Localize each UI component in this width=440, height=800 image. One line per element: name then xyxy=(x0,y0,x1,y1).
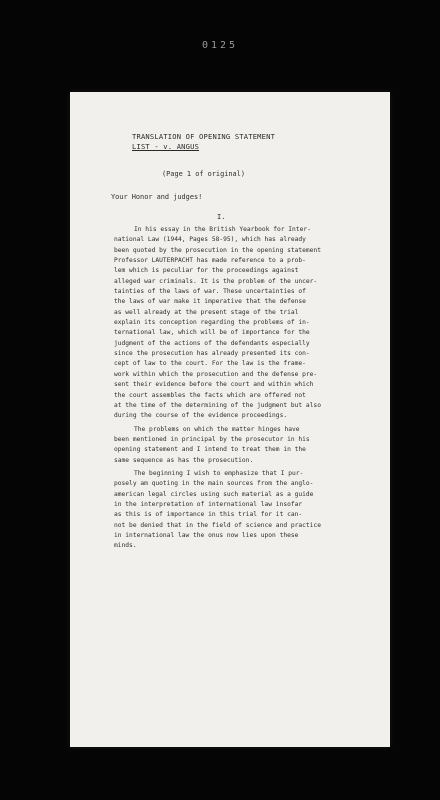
salutation: Your Honor and judges! xyxy=(111,193,203,201)
paragraph-line: sent their evidence before the court and within which xyxy=(114,381,314,389)
paragraph-line: at the time of the determining of the judgment but also xyxy=(114,401,321,409)
paragraph-line: In his essay in the British Yearbook for Inter- xyxy=(134,226,311,233)
paragraph-line: The problems on which the matter hinges have xyxy=(134,425,300,433)
paragraph-line: as well already at the present stage of the trial xyxy=(114,308,299,316)
paragraph-line: judgment of the actions of the defendants especially xyxy=(114,339,310,347)
paragraph-line: The beginning I wish to emphasize that I pur- xyxy=(134,469,304,477)
paragraph-line: opening statement and I intend to treat them in the xyxy=(114,446,306,454)
paragraph-line: ternational law, which will be of importance for the xyxy=(114,329,310,337)
paragraph-line: alleged war criminals. It is the problem of the uncer- xyxy=(114,277,318,285)
paragraph-line: posely am quoting in the main sources from the anglo- xyxy=(114,480,314,488)
paragraph-line: in the interpretation of international law insofar xyxy=(114,500,303,508)
paragraph-line: national Law (1944, Pages 58-95), which has already xyxy=(114,236,306,244)
document-page xyxy=(70,92,390,747)
microfilm-frame-number: 0125 xyxy=(201,40,239,51)
paragraph-line: cept of law to the court. For the law is the frame- xyxy=(114,360,306,368)
paragraph-line: minds. xyxy=(114,542,137,550)
paragraph-line: been quoted by the prosecution in the opening statement xyxy=(114,246,321,254)
paragraph-line: same sequence as has the prosecution. xyxy=(114,456,254,464)
paragraph xyxy=(114,469,374,552)
paragraph xyxy=(114,425,374,466)
paragraph-line: been mentioned in principal by the prosecutor in his xyxy=(114,435,310,443)
paragraph-line: work within which the prosecution and the defense pre- xyxy=(114,370,318,378)
paragraph-line: Professor LAUTERPACHT has made reference to a prob- xyxy=(114,257,306,265)
paragraph-line: as this is of importance in this trial for it can- xyxy=(114,511,303,519)
page-note: (Page 1 of original) xyxy=(162,170,245,178)
statement-body xyxy=(114,225,374,552)
paragraph xyxy=(114,225,374,422)
paragraph-line: explain its conception regarding the problems of in- xyxy=(114,319,310,327)
paragraph-line: in international law the onus now lies upon these xyxy=(114,531,299,539)
document-title: TRANSLATION OF OPENING STATEMENT xyxy=(132,132,276,141)
document-title-block xyxy=(132,132,382,152)
section-numeral: I. xyxy=(217,213,226,221)
paragraph-line: not be denied that in the field of science and practice xyxy=(114,521,321,529)
paragraph-line: during the course of the evidence proceedings. xyxy=(114,412,288,420)
paragraph-line: american legal circles using such material as a guide xyxy=(114,490,314,498)
paragraph-line: lem which is peculiar for the proceedings against xyxy=(114,267,299,275)
paragraph-line: the laws of war make it imperative that the defense xyxy=(114,298,306,306)
document-subtitle: LIST - v. ANGUS xyxy=(132,142,200,151)
paragraph-line: since the prosecution has already presented its con- xyxy=(114,350,310,358)
paragraph-line: tainties of the laws of war. These uncertainties of xyxy=(114,288,306,296)
paragraph-line: the court assembles the facts which are offered not xyxy=(114,391,306,399)
